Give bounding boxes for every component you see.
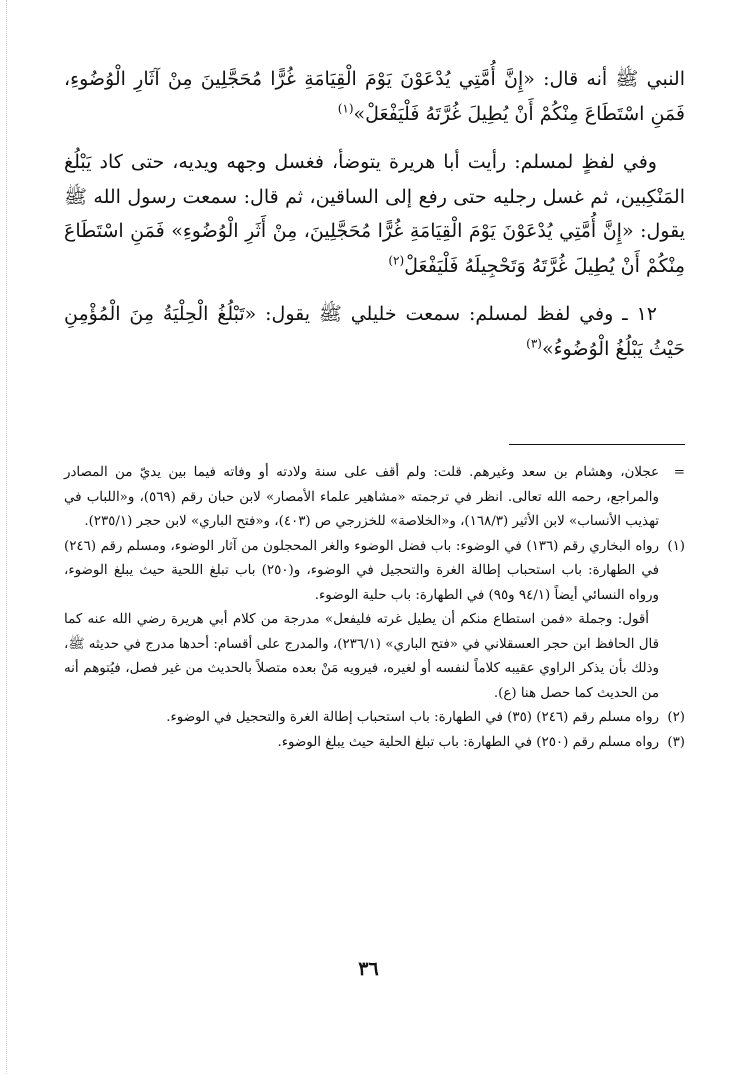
- footnote-1-mark: (١): [667, 538, 685, 554]
- footnote-2-text: رواه مسلم رقم (٢٤٦) (٣٥) في الطهارة: باب استحباب إطالة الغرة والتحجيل في الوضوء.: [166, 710, 659, 725]
- muslim-variant-text: وفي لفظٍ لمسلم: رأيت أبا هريرة يتوضأ، فغسل وجهه ويديه، حتى كاد يَبْلُغ المَنْكِبين، ثم غسل رجليه حتى رفع إلى الساقين، ثم قال: سمعت رسول الله ﷺ يقول: «إِنَّ أُمَّتِي يُدْعَوْنَ يَوْمَ الْقِيَامَةِ غُرًّا مُحَجَّلِينَ، مِنْ أَثَرِ الْوُضُوءِ» فَمَنِ اسْتَطَاعَ مِنْكُمْ أَنْ يُطِيلَ غُرَّتَهُ وَتَحْجِيلَهُ فَلْيَفْعَلْ: [64, 151, 685, 277]
- footnote-3-text: رواه مسلم رقم (٢٥٠) في الطهارة: باب تبلغ الحلية حيث يبلغ الوضوء.: [277, 734, 659, 750]
- footnote-2-mark: (٢): [667, 710, 685, 725]
- footnote-1-comment: أقول: وجملة «فمن استطاع منكم أن يطيل غرته فليفعل» مدرجة من كلام أبي هريرة رضي الله عنه كما قال الحافظ ابن حجر العسقلاني في «فتح الباري» (٢٣٦/١)، والمدرج على أقسام: أحدها مدرج في حديثه ﷺ، وذلك بأن يذكر الراوي عقيبه كلاماً لنفسه أو لغيره، فيرويه مَنْ بعده متصلاً بالحديث من غير فصل، فيُتوهم أنه من الحديث كما حصل هنا (ع).: [64, 612, 659, 701]
- hadith-paragraph: [64, 62, 685, 131]
- footnote-continuation: [64, 461, 685, 535]
- footnote-1: [64, 535, 685, 609]
- footnote-3: [64, 731, 685, 756]
- hadith-12-text: ١٢ ـ وفي لفظ لمسلم: سمعت خليلي ﷺ يقول: «تَبْلُغُ الْحِلْيَةُ مِنَ الْمُؤْمِنِ حَيْثُ يَبْلُغُ الْوُضُوءُ»: [64, 303, 685, 360]
- page-number: ٣٦: [358, 958, 379, 980]
- muslim-variant-paragraph: [64, 145, 685, 283]
- footnote-ref-1: (١): [337, 101, 354, 116]
- main-text: [64, 62, 685, 366]
- continuation-text: عجلان، وهشام بن سعد وغيرهم. قلت: ولم أقف على سنة ولادته أو وفاته فيما بين يديّ من المصادر والمراجع، رحمه الله تعالى. انظر في ترجمته «مشاهير علماء الأمصار» لابن حبان رقم (٥٦٩)، و«اللباب في تهذيب الأنساب» لابن الأثير (١٦٨/٣)، و«الخلاصة» للخزرجي ص (٤٠٣)، و«فتح الباري» لابن حجر (٢٣٥/١).: [64, 465, 659, 529]
- footnote-separator: [509, 444, 685, 445]
- hadith-text: النبي ﷺ أنه قال: «إِنَّ أُمَّتِي يُدْعَوْنَ يَوْمَ الْقِيَامَةِ غُرًّا مُحَجَّلِينَ مِنْ آثَارِ الْوُضُوءِ، فَمَنِ اسْتَطَاعَ مِنْكُمْ أَنْ يُطِيلَ غُرَّتَهُ فَلْيَفْعَلْ»: [64, 68, 685, 125]
- footnote-ref-2: (٢): [388, 253, 405, 268]
- hadith-12-paragraph: [64, 297, 685, 366]
- footnote-ref-3: (٣): [526, 336, 542, 351]
- footnote-1-text: رواه البخاري رقم (١٣٦) في الوضوء: باب فضل الوضوء والغر المحجلون من آثار الوضوء، ومسلم رقم (٢٤٦) في الطهارة: باب استحباب إطالة الغرة والتحجيل في الوضوء، و(٢٥٠) باب تبلغ اللحية حيث يبلغ الوضوء، ورواه النسائي أيضاً (٩٤/١ و٩٥) في الطهارة: باب حلية الوضوء.: [64, 538, 659, 603]
- footnote-3-mark: (٣): [667, 734, 685, 750]
- footnotes: [64, 461, 685, 755]
- continuation-mark: =: [673, 465, 685, 480]
- footnote-2: [64, 706, 685, 731]
